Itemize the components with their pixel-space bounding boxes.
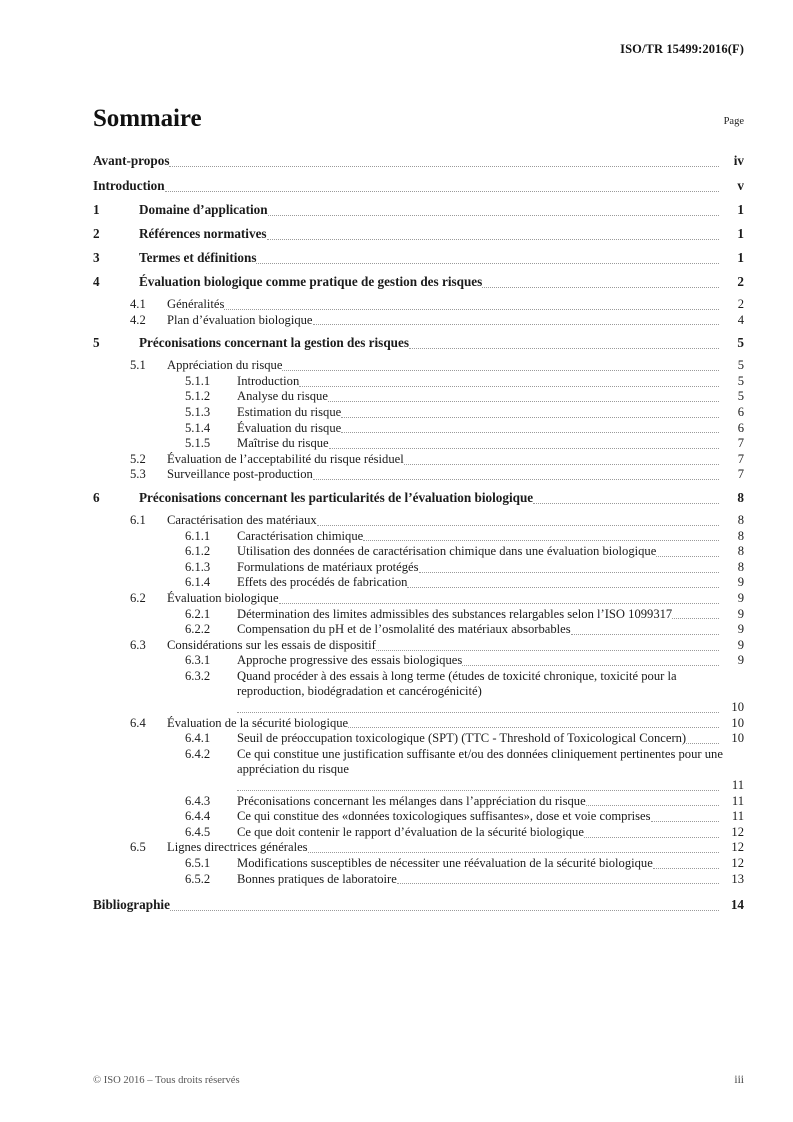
toc-entry-page-number: 7 [737, 436, 744, 451]
toc-entry-number: 5.1.2 [185, 389, 211, 404]
toc-entry[interactable] [93, 560, 744, 576]
toc-dot-leader [462, 656, 719, 669]
toc-dot-leader [407, 578, 719, 591]
toc-entry-page-number: 8 [737, 489, 744, 505]
toc-entry-page-number: 6 [737, 404, 744, 419]
toc-dot-leader [653, 859, 719, 872]
toc-entry-body [237, 421, 744, 437]
toc-title-row [93, 106, 744, 131]
toc-entry-label: Généralités [167, 297, 225, 311]
toc-entry-page-number: 11 [731, 778, 744, 793]
toc-entry-number: 2 [93, 226, 100, 241]
toc-entry-number: 5 [93, 335, 100, 351]
toc-entry-page-number: 12 [731, 824, 744, 839]
toc-entry-label: Évaluation biologique [167, 590, 279, 605]
toc-dot-leader [404, 455, 719, 468]
toc-entry-number: 6.5.1 [185, 856, 211, 870]
toc-entry[interactable] [93, 225, 744, 243]
toc-entry[interactable] [93, 896, 744, 914]
toc-entry-label: Évaluation biologique comme pratique de gestion des risques [139, 274, 483, 289]
toc-entry-number: 6.1.1 [185, 528, 211, 543]
toc-entry-page-number: 10 [731, 731, 744, 746]
toc-entry-number: 4 [93, 274, 100, 289]
toc-dot-leader [482, 278, 719, 291]
toc-entry-body [167, 591, 744, 607]
toc-dot-leader [533, 494, 719, 507]
toc-entry-label: Seuil de préoccupation toxicologique (SPT) (TTC - Threshold of Toxicological Concern) [237, 731, 687, 746]
toc-entry-label: Ce qui constitue des «données toxicologiques suffisantes», dose et voie comprises [237, 809, 651, 824]
toc-entry-number: 6.3 [130, 637, 146, 652]
toc-entry-page-number: 8 [737, 559, 744, 574]
toc-entry[interactable] [93, 529, 744, 545]
toc-entry-body [167, 452, 744, 468]
toc-entry-body [237, 529, 744, 545]
toc-dot-leader [267, 230, 719, 243]
toc-entry[interactable] [93, 747, 744, 794]
toc-entry-body [237, 856, 744, 872]
toc-entry[interactable] [93, 716, 744, 732]
toc-entry-page-number: 13 [731, 871, 744, 886]
toc-dot-leader [363, 532, 719, 545]
toc-entry-body [237, 374, 744, 390]
toc-entry-label: Évaluation du risque [237, 420, 342, 435]
toc-entry-page-number: 9 [737, 575, 744, 590]
toc-entry-body [237, 544, 744, 560]
toc-entry-body [237, 436, 744, 452]
toc-entry-number: 6.4.1 [185, 731, 211, 746]
toc-dot-leader [282, 361, 719, 374]
toc-dot-leader [256, 254, 719, 267]
toc-entry-label: Caractérisation chimique [237, 528, 364, 543]
toc-dot-leader [237, 703, 719, 716]
toc-entry-label: Estimation du risque [237, 404, 342, 419]
toc-entry-body [93, 152, 744, 170]
toc-entry-label: Références normatives [139, 226, 267, 241]
toc-dot-leader [279, 594, 719, 607]
toc-dot-leader [409, 339, 719, 352]
toc-entry-body [139, 201, 744, 219]
toc-entry[interactable] [93, 374, 744, 390]
toc-entry[interactable] [93, 405, 744, 421]
toc-entry-body [237, 825, 744, 841]
toc-entry[interactable] [93, 731, 744, 747]
toc-entry-body [139, 489, 744, 507]
toc-entry-body [139, 334, 744, 352]
toc-entry[interactable] [93, 201, 744, 219]
toc-entry-number: 6.2.2 [185, 622, 211, 637]
page-title: Sommaire [93, 105, 202, 132]
toc-entry-label: Évaluation de la sécurité biologique [167, 715, 349, 730]
toc-entry-body [237, 809, 744, 825]
toc-dot-leader [584, 828, 719, 841]
toc-entry-label: Utilisation des données de caractérisation chimique dans une évaluation biologique [237, 544, 657, 559]
toc-entry-page-number: 14 [730, 897, 744, 913]
toc-entry-number: 4.2 [130, 312, 146, 327]
toc-entry[interactable] [93, 152, 744, 170]
toc-entry-body [167, 638, 744, 654]
toc-entry-label: Modifications susceptibles de nécessiter une réévaluation de la sécurité biologique [237, 856, 653, 870]
toc-entry-label: Caractérisation des matériaux [167, 512, 317, 527]
toc-entry-label: Ce que doit contenir le rapport d’évaluation de la sécurité biologique [237, 824, 584, 839]
toc-entry-label: Termes et définitions [139, 250, 257, 265]
toc-entry[interactable] [93, 177, 744, 195]
toc-entry[interactable] [93, 591, 744, 607]
toc-entry-label: Introduction [237, 373, 300, 388]
toc-entry[interactable] [93, 249, 744, 267]
toc-entry-body [167, 358, 744, 374]
toc-entry-page-number: 9 [737, 637, 744, 652]
toc-entry[interactable] [93, 607, 744, 623]
toc-dot-leader [165, 181, 719, 194]
toc-entry-label: Appréciation du risque [167, 358, 283, 373]
toc-dot-leader [317, 516, 719, 529]
toc-entry-number: 6.4 [130, 715, 146, 730]
toc-dot-leader [237, 781, 719, 794]
toc-entry-number: 5.3 [130, 467, 146, 482]
toc-dot-leader [571, 625, 719, 638]
toc-dot-leader [672, 610, 719, 623]
toc-entry-number: 5.1.5 [185, 436, 211, 451]
toc-dot-leader [313, 470, 719, 483]
toc-entry-body [167, 716, 744, 732]
toc-entry-page-number: 8 [737, 544, 744, 559]
toc-entry-number: 6.5.2 [185, 871, 211, 886]
toc-entry-label: Évaluation de l’acceptabilité du risque résiduel [167, 451, 404, 466]
toc-entry-body [93, 177, 744, 195]
toc-entry-label: Domaine d’application [139, 202, 268, 217]
toc-entry-body [237, 747, 744, 794]
toc-entry-label: Préconisations concernant les particularités de l’évaluation biologique [139, 489, 534, 505]
toc-entry-number: 6 [93, 489, 100, 505]
toc-entry-page-number: 5 [737, 335, 744, 351]
toc-entry[interactable] [93, 575, 744, 591]
toc-entry-number: 6.1 [130, 512, 146, 527]
toc-entry[interactable] [93, 421, 744, 437]
toc-entry-label: Effets des procédés de fabrication [237, 575, 408, 590]
toc-entry-number: 6.5 [130, 840, 146, 855]
toc-entry[interactable] [93, 513, 744, 529]
page-folio: iii [734, 1074, 744, 1086]
toc-dot-leader [341, 408, 719, 421]
table-of-contents [93, 152, 744, 921]
toc-entry[interactable] [93, 794, 744, 810]
toc-entry-page-number: 7 [737, 451, 744, 466]
toc-dot-leader [586, 797, 719, 810]
toc-entry-page-number: 9 [737, 606, 744, 621]
toc-dot-leader [376, 641, 719, 654]
document-footer [93, 1074, 744, 1086]
toc-dot-leader [169, 157, 719, 170]
toc-dot-leader [686, 734, 719, 747]
toc-entry-body [237, 872, 744, 888]
toc-entry-page-number: 7 [737, 467, 744, 482]
toc-entry[interactable] [93, 452, 744, 468]
toc-dot-leader [299, 377, 719, 390]
toc-entry-number: 5.1.1 [185, 373, 211, 388]
toc-entry[interactable] [93, 273, 744, 291]
toc-entry-page-number: 12 [731, 840, 744, 855]
toc-entry-page-number: 11 [731, 809, 744, 824]
toc-entry-label: Quand procéder à des essais à long terme (études de toxicité chronique, toxicité pour la reproduction, biodégradation et cancérogénicité) [237, 668, 677, 699]
toc-entry-body [167, 840, 744, 856]
toc-entry-label: Compensation du pH et de l’osmolalité des matériaux absorbables [237, 622, 571, 637]
toc-entry-number: 6.4.2 [185, 746, 211, 761]
toc-entry[interactable] [93, 872, 744, 888]
toc-entry-body [237, 560, 744, 576]
toc-dot-leader [341, 424, 719, 437]
toc-entry-body [139, 249, 744, 267]
toc-entry[interactable] [93, 622, 744, 638]
toc-dot-leader [313, 316, 720, 329]
toc-entry-number: 6.1.2 [185, 544, 211, 559]
toc-entry-body [167, 513, 744, 529]
toc-entry-page-number: 9 [737, 653, 744, 668]
toc-entry-number: 5.1.3 [185, 404, 211, 419]
toc-entry-page-number: 1 [737, 250, 744, 265]
toc-entry-page-number: 12 [731, 856, 744, 870]
toc-dot-leader [328, 392, 719, 405]
toc-entry-number: 6.4.5 [185, 824, 211, 839]
toc-entry[interactable] [93, 334, 744, 352]
toc-dot-leader [348, 719, 719, 732]
document-header-reference: ISO/TR 15499:2016(F) [620, 42, 744, 56]
toc-entry-number: 6.4.4 [185, 809, 211, 824]
toc-entry[interactable] [93, 489, 744, 507]
toc-dot-leader [308, 843, 719, 856]
toc-entry-page-number: 2 [737, 297, 744, 311]
toc-dot-leader [170, 901, 719, 914]
toc-entry-number: 5.1 [130, 358, 146, 373]
toc-entry-page-number: 10 [731, 715, 744, 730]
copyright-notice: © ISO 2016 – Tous droits réservés [93, 1075, 240, 1086]
toc-entry-page-number: 10 [731, 700, 744, 715]
toc-entry-number: 1 [93, 202, 100, 217]
toc-entry-number: 4.1 [130, 297, 146, 311]
toc-entry[interactable] [93, 358, 744, 374]
toc-entry-page-number: 1 [737, 202, 744, 217]
toc-dot-leader [419, 563, 719, 576]
toc-entry-label: Formulations de matériaux protégés [237, 559, 419, 574]
toc-entry[interactable] [93, 638, 744, 654]
toc-entry-number: 6.3.2 [185, 668, 211, 683]
toc-entry[interactable] [93, 840, 744, 856]
toc-entry-page-number: 2 [737, 274, 744, 289]
toc-entry-body [237, 794, 744, 810]
toc-entry-label: Maîtrise du risque [237, 436, 329, 451]
toc-entry-body [237, 622, 744, 638]
toc-entry-number: 6.4.3 [185, 793, 211, 808]
toc-entry[interactable] [93, 825, 744, 841]
toc-entry-body [237, 607, 744, 623]
toc-entry-body [139, 273, 744, 291]
toc-entry-body [237, 731, 744, 747]
toc-entry-page-number: 6 [737, 420, 744, 435]
toc-dot-leader [329, 439, 719, 452]
toc-entry-number: 6.2 [130, 590, 146, 605]
toc-entry-body [167, 467, 744, 483]
toc-entry-page-number: 5 [737, 358, 744, 373]
toc-entry-page-number: v [737, 177, 744, 193]
toc-entry[interactable] [93, 313, 744, 329]
toc-dot-leader [656, 547, 719, 560]
toc-entry-page-number: iv [733, 153, 744, 168]
toc-entry-number: 6.3.1 [185, 653, 211, 668]
toc-entry-number: 6.1.3 [185, 559, 211, 574]
toc-entry-number: 6.2.1 [185, 606, 211, 621]
toc-entry-page-number: 8 [737, 512, 744, 527]
toc-dot-leader [268, 206, 719, 219]
toc-entry-label: Ce qui constitue une justification suffisante et/ou des données cliniquement pertinentes pour une appréciation du risque [237, 746, 723, 777]
toc-entry[interactable] [93, 467, 744, 483]
toc-entry-body [237, 405, 744, 421]
toc-entry-number: 5.1.4 [185, 420, 211, 435]
toc-entry-label: Préconisations concernant les mélanges dans l’appréciation du risque [237, 793, 586, 808]
page-column-label: Page [723, 116, 744, 127]
toc-entry-body [167, 297, 744, 313]
toc-entry-label: Détermination des limites admissibles des substances relargables selon l’ISO 1099317 [237, 606, 673, 621]
toc-entry[interactable] [93, 669, 744, 716]
toc-entry[interactable] [93, 653, 744, 669]
toc-entry-page-number: 5 [737, 373, 744, 388]
toc-entry-label: Bibliographie [93, 897, 170, 913]
toc-entry-page-number: 5 [737, 389, 744, 404]
toc-entry-label: Approche progressive des essais biologiques [237, 653, 463, 668]
toc-entry-page-number: 9 [737, 622, 744, 637]
toc-entry-label: Avant-propos [93, 153, 170, 168]
toc-entry[interactable] [93, 436, 744, 452]
toc-entry-label: Préconisations concernant la gestion des risques [139, 335, 409, 351]
toc-entry-body [93, 896, 744, 914]
toc-entry-page-number: 9 [737, 590, 744, 605]
toc-entry-label: Lignes directrices générales [167, 840, 308, 855]
toc-dot-leader [224, 300, 719, 313]
toc-entry-page-number: 4 [737, 312, 744, 327]
toc-entry-body [167, 313, 744, 329]
toc-entry-label: Considérations sur les essais de dispositif [167, 637, 376, 652]
toc-entry[interactable] [93, 809, 744, 825]
toc-entry-number: 3 [93, 250, 100, 265]
toc-entry-body [237, 575, 744, 591]
toc-entry-number: 5.2 [130, 451, 146, 466]
toc-entry-label: Surveillance post-production [167, 467, 313, 482]
toc-entry-body [139, 225, 744, 243]
toc-entry-page-number: 11 [731, 793, 744, 808]
toc-entry-body [237, 389, 744, 405]
toc-entry[interactable] [93, 389, 744, 405]
toc-entry-body [237, 669, 744, 716]
toc-dot-leader [397, 875, 719, 888]
toc-entry[interactable] [93, 856, 744, 872]
toc-entry-label: Bonnes pratiques de laboratoire [237, 871, 397, 886]
toc-entry[interactable] [93, 297, 744, 313]
toc-entry-body [237, 653, 744, 669]
toc-entry-label: Introduction [93, 177, 165, 193]
toc-entry-label: Plan d’évaluation biologique [167, 312, 313, 327]
toc-entry[interactable] [93, 544, 744, 560]
toc-dot-leader [651, 812, 719, 825]
toc-entry-number: 6.1.4 [185, 575, 211, 590]
toc-entry-page-number: 8 [737, 528, 744, 543]
toc-entry-page-number: 1 [737, 226, 744, 241]
toc-entry-label: Analyse du risque [237, 389, 328, 404]
